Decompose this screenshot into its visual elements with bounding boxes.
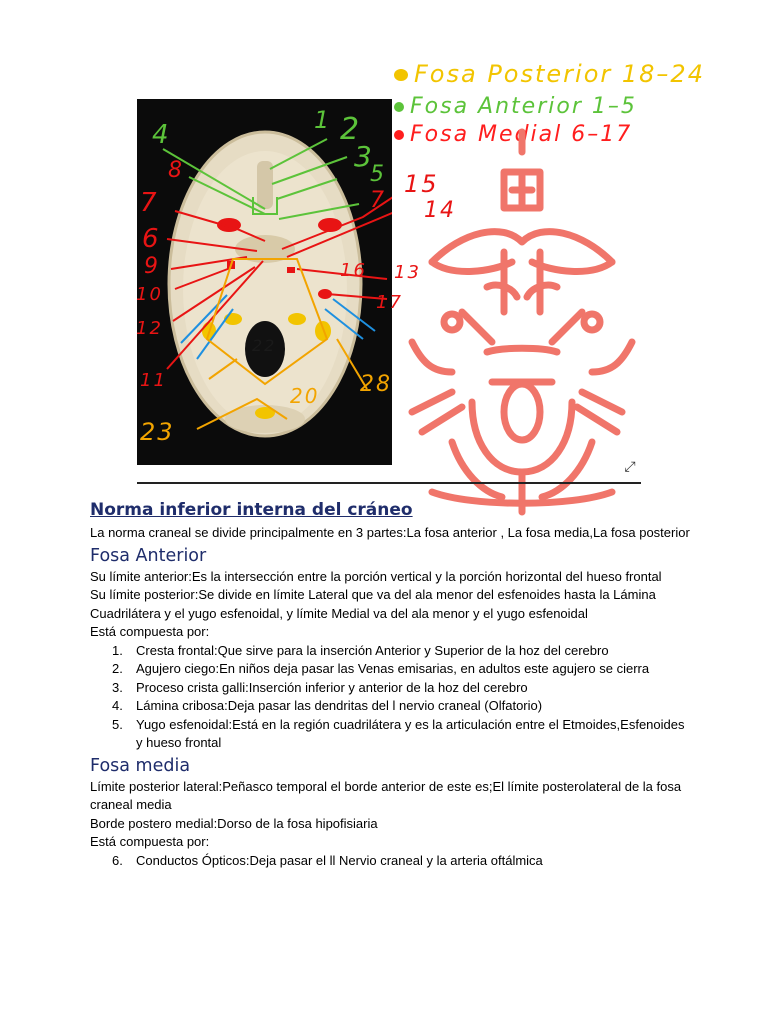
label-7-right: 7 [370, 188, 386, 213]
list-number: 5. [112, 716, 123, 732]
list-item [90, 716, 690, 753]
label-1: 1 [314, 106, 332, 134]
list-item-text: Lámina cribosa:Deja pasar las dendritas del l nervio craneal (Olfatorio) [136, 698, 543, 713]
paragraph: Está compuesta por: [90, 624, 210, 639]
legend-medial-text: Fosa Medial 6–17 [410, 122, 633, 147]
label-3: 3 [354, 140, 374, 173]
list-number: 2. [112, 661, 123, 676]
label-10: 10 [136, 284, 163, 305]
legend-posterior [394, 60, 705, 88]
paragraph: Límite posterior lateral:Peñasco temporal el borde anterior de este es;El límite posterolateral de la fosa craneal media [90, 778, 682, 812]
list-item-text: Yugo esfenoidal:Está en la región cuadrilátera y es la articulación entre el Etmoides,Esfenoides y hueso frontal [136, 716, 685, 750]
expand-icon[interactable]: ⤢ [624, 458, 636, 474]
paragraph: Está compuesta por: [90, 834, 210, 849]
anterior-list [90, 642, 690, 753]
skull-figure [130, 52, 705, 484]
label-28: 28 [360, 372, 392, 397]
label-9: 9 [144, 254, 160, 279]
intro-paragraph: La norma craneal se divide principalmente en 3 partes:La fosa anterior , La fosa media,La fosa posterior [90, 525, 690, 540]
document-title: Norma inferior interna del cráneo [90, 500, 413, 520]
list-item-text: Agujero ciego:En niños deja pasar las Venas emisarias, en adultos este agujero se cierra [136, 661, 650, 676]
label-8: 8 [168, 158, 184, 183]
label-22: 22 [252, 336, 277, 355]
label-2: 2 [340, 112, 362, 147]
list-number: 6. [112, 852, 123, 868]
section-heading-anterior: Fosa Anterior [90, 545, 207, 566]
yellow-dot-icon [394, 69, 408, 81]
section-heading-media: Fosa media [90, 755, 191, 776]
list-number: 4. [112, 698, 123, 713]
label-4: 4 [152, 120, 171, 150]
paragraph: Su límite posterior:Se divide en límite Lateral que va del ala menor del esfenoides hasta la Lámina Cuadrilátera y el yugo esfenoidal, y límite Medial va del ala menor y el yugo esfenoidal [90, 587, 656, 621]
figure-divider [137, 482, 641, 484]
label-6: 6 [142, 224, 161, 254]
document-text [90, 498, 690, 870]
list-item [90, 679, 690, 698]
label-15: 15 [404, 170, 439, 198]
list-item-text: Cresta frontal:Que sirve para la inserción Anterior y Superior de la hoz del cerebro [136, 642, 609, 658]
list-item [90, 852, 690, 871]
label-5: 5 [370, 162, 386, 187]
label-23: 23 [140, 418, 175, 446]
label-7-left: 7 [140, 188, 159, 218]
list-number: 3. [112, 679, 123, 695]
legend-posterior-text: Fosa Posterior 18–24 [414, 60, 705, 88]
media-list [90, 852, 690, 871]
list-item-text: Conductos Ópticos:Deja pasar el ll Nervio craneal y la arteria oftálmica [136, 852, 543, 868]
label-12: 12 [136, 318, 163, 339]
skull-sketch-drawing [392, 112, 640, 522]
label-16: 16 [340, 260, 367, 281]
legend-anterior-text: Fosa Anterior 1–5 [410, 94, 637, 119]
list-item [90, 660, 690, 679]
list-item [90, 642, 690, 661]
label-13: 13 [394, 262, 421, 283]
list-number: 1. [112, 642, 123, 658]
list-item [90, 697, 690, 716]
label-11: 11 [140, 370, 167, 391]
green-dot-icon [394, 102, 404, 112]
label-20: 20 [290, 384, 320, 408]
paragraph: Borde postero medial:Dorso de la fosa hipofisiaria [90, 815, 378, 831]
label-17: 17 [376, 292, 403, 313]
list-item-text: Proceso crista galli:Inserción inferior y anterior de la hoz del cerebro [136, 679, 528, 695]
label-14: 14 [424, 198, 456, 223]
paragraph: Su límite anterior:Es la intersección entre la porción vertical y la porción horizontal del hueso frontal [90, 568, 662, 584]
